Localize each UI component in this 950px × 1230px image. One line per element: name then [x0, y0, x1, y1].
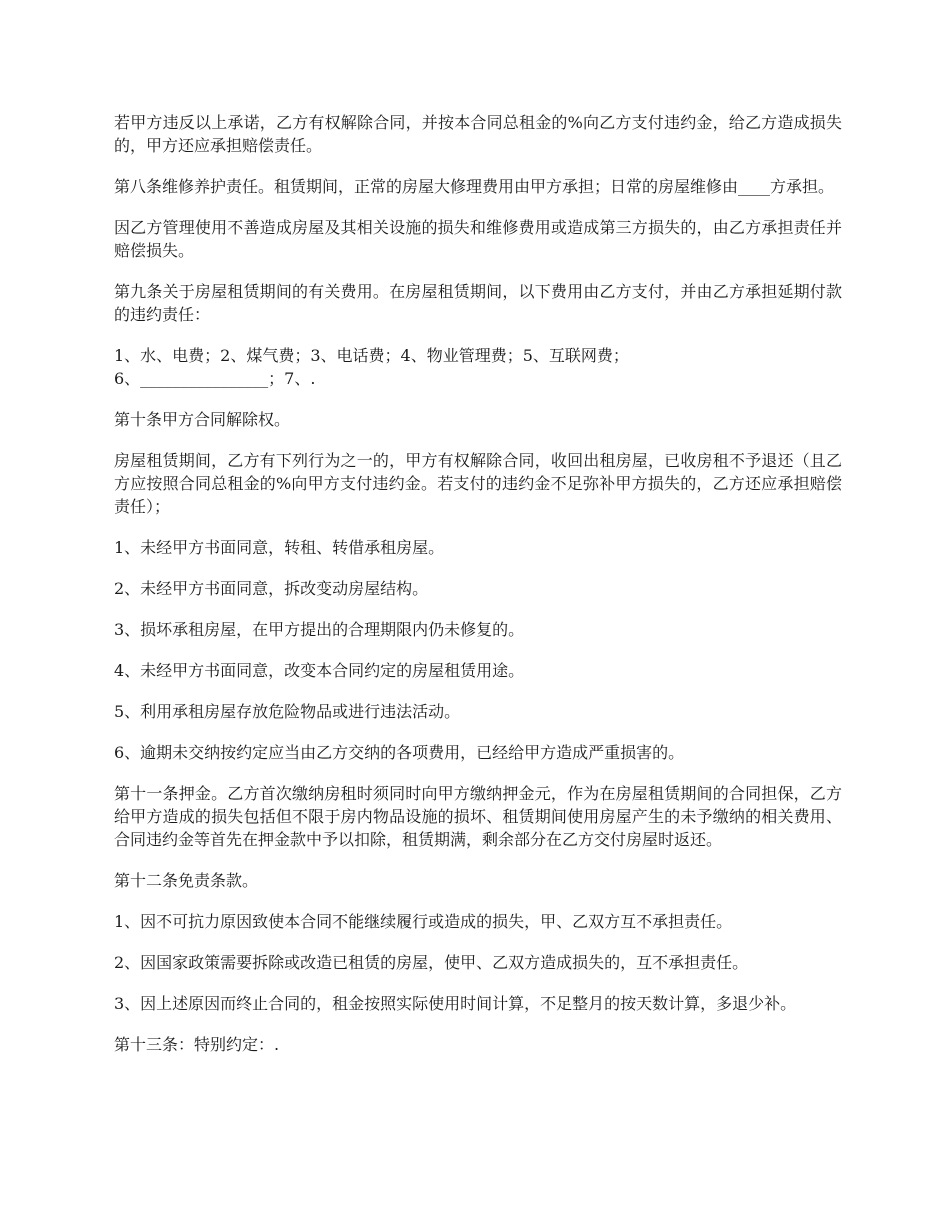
paragraph-termination-conditions: 房屋租赁期间，乙方有下列行为之一的，甲方有权解除合同，收回出租房屋，已收房租不予退还（且乙方应按照合同总租金的%向甲方支付违约金。若支付的违约金不足弥补甲方损失的，乙方还应承担赔偿责任）； — [114, 451, 842, 516]
list-item-rent-settlement: 3、因上述原因而终止合同的，租金按照实际使用时间计算，不足整月的按天数计算，多退少补。 — [114, 994, 797, 1013]
paragraph-breach-of-promise: 若甲方违反以上承诺，乙方有权解除合同，并按本合同总租金的%向乙方支付违约金，给乙方造成损失的，甲方还应承担赔偿责任。 — [114, 113, 842, 155]
paragraph-article-9: 第九条关于房屋租赁期间的有关费用。在房屋租赁期间，以下费用由乙方支付，并由乙方承担延期付款的违约责任： — [114, 282, 842, 324]
list-item-government-policy: 2、因国家政策需要拆除或改造已租赁的房屋，使甲、乙双方造成损失的，互不承担责任。 — [114, 953, 749, 972]
paragraph-article-13: 第十三条：特别约定：. — [114, 1035, 280, 1054]
paragraph-fee-list: 1、水、电费；2、煤气费；3、电话费；4、物业管理费；5、互联网费； 6、________________；7、. — [114, 346, 629, 388]
document-body — [114, 111, 842, 1074]
list-item-overdue-fees: 6、逾期未交纳按约定应当由乙方交纳的各项费用，已经给甲方造成严重损害的。 — [114, 743, 685, 762]
paragraph-article-11-deposit: 第十一条押金。乙方首次缴纳房租时须同时向甲方缴纳押金元，作为在房屋租赁期间的合同担保，乙方给甲方造成的损失包括但不限于房内物品设施的损坏、租赁期间使用房屋产生的未予缴纳的相关费用、合同违约金等首先在押金款中予以扣除，租赁期满，剩余部分在乙方交付房屋时返还。 — [114, 784, 842, 849]
paragraph-article-12: 第十二条免责条款。 — [114, 871, 259, 890]
list-item-dangerous-goods: 5、利用承租房屋存放危险物品或进行违法活动。 — [114, 702, 461, 721]
paragraph-tenant-damage: 因乙方管理使用不善造成房屋及其相关设施的损失和维修费用或造成第三方损失的，由乙方承担责任并赔偿损失。 — [114, 218, 842, 260]
list-item-usage-change: 4、未经甲方书面同意，改变本合同约定的房屋租赁用途。 — [114, 661, 525, 680]
paragraph-article-8: 第八条维修养护责任。租赁期间，正常的房屋大修理费用由甲方承担；日常的房屋维修由____方承担。 — [114, 177, 835, 196]
list-item-sublet: 1、未经甲方书面同意，转租、转借承租房屋。 — [114, 538, 445, 557]
list-item-force-majeure: 1、因不可抗力原因致使本合同不能继续履行或造成的损失，甲、乙双方互不承担责任。 — [114, 912, 733, 931]
list-item-damage-unrepaired: 3、损坏承租房屋，在甲方提出的合理期限内仍未修复的。 — [114, 620, 525, 639]
list-item-structure-change: 2、未经甲方书面同意，拆改变动房屋结构。 — [114, 579, 429, 598]
paragraph-article-10: 第十条甲方合同解除权。 — [114, 410, 291, 429]
